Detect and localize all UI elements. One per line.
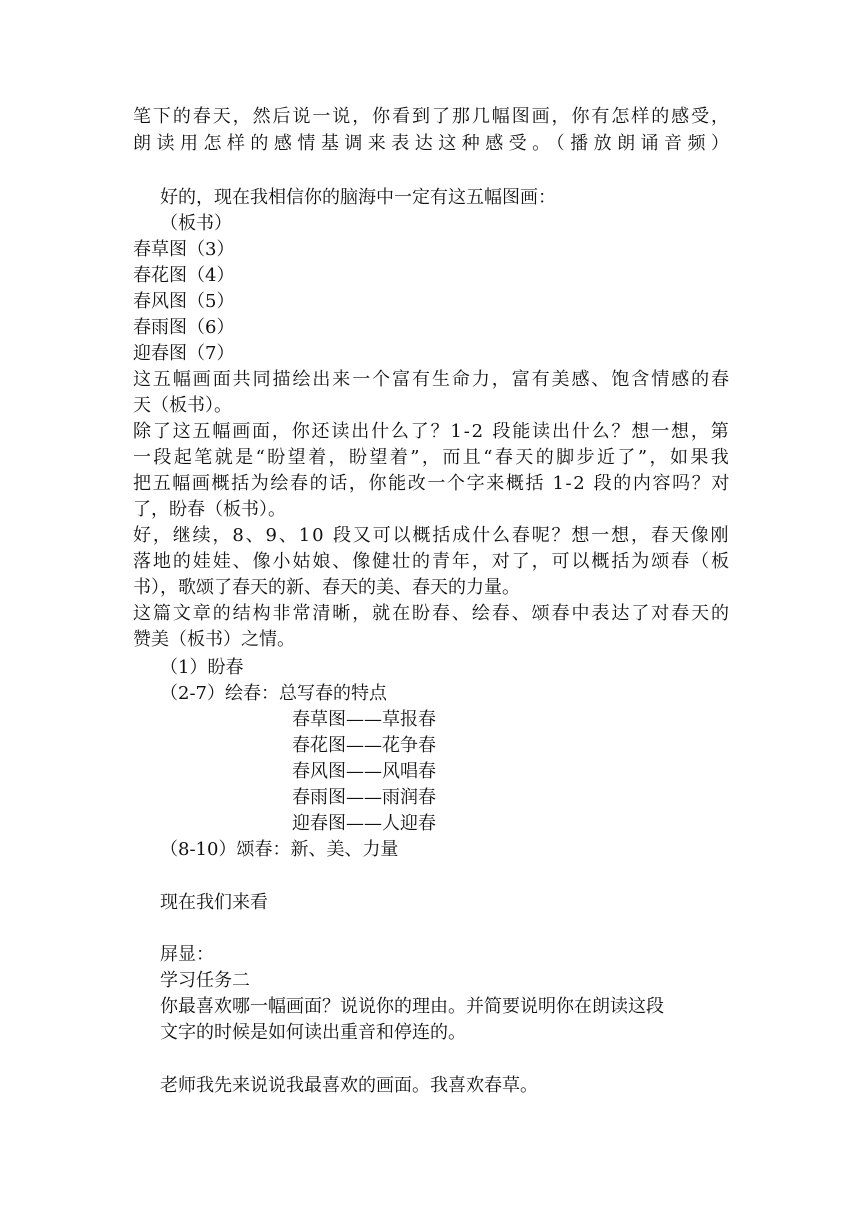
outline-item: （1）盼春 [160, 657, 244, 678]
board-note: （板书） [160, 213, 232, 234]
list-item: 春雨图（6） [133, 317, 235, 338]
paragraph-line: 这篇文章的结构非常清晰，就在盼春、绘春、颂春中表达了对春天的 [133, 603, 731, 624]
outline-item: （2-7）绘春：总写春的特点 [160, 683, 387, 704]
paragraph-line: 现在我们来看 [160, 892, 268, 913]
paragraph-line: 老师我先来说说我最喜欢的画面。我喜欢春草。 [160, 1075, 538, 1096]
paragraph-line: 了，盼春（板书）。 [133, 499, 286, 520]
list-item: 春草图（3） [133, 239, 235, 260]
list-item: 迎春图（7） [133, 343, 235, 364]
paragraph-line: 朗读用怎样的感情基调来表达这种感受。（播放朗诵音频） [133, 133, 735, 154]
paragraph-line: 好的，现在我相信你的脑海中一定有这五幅图画： [160, 187, 556, 208]
paragraph-line: 笔下的春天，然后说一说，你看到了那几幅图画，你有怎样的感受， [133, 106, 731, 127]
outline-item: （8-10）颂春：新、美、力量 [160, 839, 399, 860]
outline-subitem: 春花图——花争春 [292, 735, 436, 756]
outline-subitem: 春草图——草报春 [292, 709, 436, 730]
paragraph-line: 把五幅画概括为绘春的话，你能改一个字来概括 1-2 段的内容吗？对 [133, 473, 732, 494]
paragraph-line: 好，继续，8、9、10 段又可以概括成什么春呢？想一想，春天像刚 [133, 525, 731, 546]
paragraph-line: 一段起笔就是“盼望着，盼望着”，而且“春天的脚步近了”，如果我 [133, 447, 732, 468]
paragraph-line: 书），歌颂了春天的新、春天的美、春天的力量。 [133, 577, 520, 598]
outline-subitem: 迎春图——人迎春 [292, 813, 436, 834]
outline-subitem: 春雨图——雨润春 [292, 787, 436, 808]
paragraph-line: 落地的娃娃、像小姑娘、像健壮的青年，对了，可以概括为颂春（板 [133, 551, 731, 572]
paragraph-line: 你最喜欢哪一幅画面？说说你的理由。并简要说明你在朗读这段 [160, 996, 664, 1017]
paragraph-line: 天（板书）。 [133, 395, 232, 416]
task-title: 学习任务二 [160, 970, 250, 991]
outline-subitem: 春风图——风唱春 [292, 761, 436, 782]
paragraph-line: 文字的时候是如何读出重音和停连的。 [160, 1022, 466, 1043]
paragraph-line: 这五幅画面共同描绘出来一个富有生命力，富有美感、饱含情感的春 [133, 369, 731, 390]
list-item: 春风图（5） [133, 291, 235, 312]
paragraph-line: 除了这五幅画面，你还读出什么了？1-2 段能读出什么？想一想，第 [133, 421, 731, 442]
screen-label: 屏显： [160, 944, 214, 965]
paragraph-line: 赞美（板书）之情。 [133, 629, 295, 650]
list-item: 春花图（4） [133, 265, 235, 286]
